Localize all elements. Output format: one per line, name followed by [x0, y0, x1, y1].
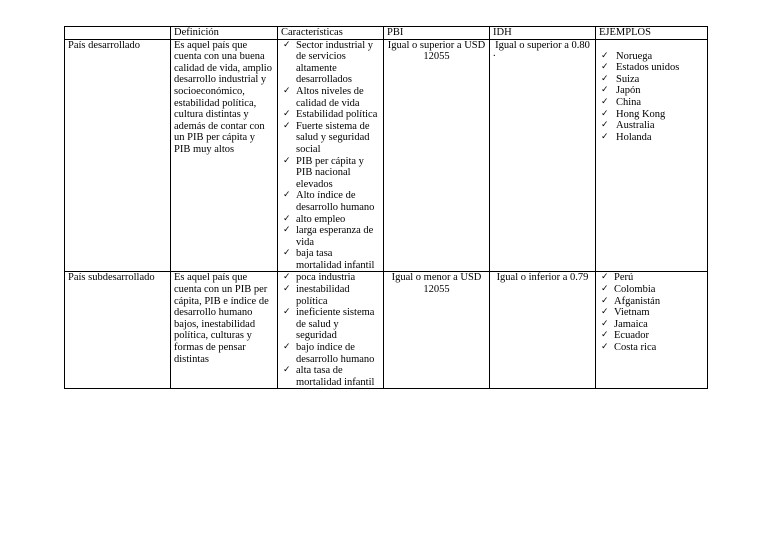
characteristic-item: ✓ Fuerte sistema de salud y seguridad social	[281, 121, 380, 156]
examples-list	[599, 51, 704, 144]
idh-value: Igual o superior a 0.80	[495, 39, 590, 51]
header-cell-idh: IDH	[490, 27, 596, 40]
header-cell-definicion: Definición	[171, 27, 278, 40]
characteristic-item: ✓ PIB per cápita y PIB nacional elevados	[281, 156, 380, 191]
characteristic-item: ✓ ineficiente sistema de salud y seguridad	[281, 307, 380, 342]
idh-cell: Igual o inferior a 0.79	[490, 272, 596, 389]
row-label: País desarrollado	[65, 39, 171, 272]
pbi-cell: Igual o superior a USD 12055	[384, 39, 490, 272]
characteristics-cell	[278, 272, 384, 389]
example-item: ✓ Jamaica	[599, 319, 704, 331]
example-item: ✓ Afganistán	[599, 296, 704, 308]
characteristic-item: ✓ Estabilidad política	[281, 109, 380, 121]
example-item: ✓ Australia	[599, 120, 704, 132]
pbi-cell: Igual o menor a USD 12055	[384, 272, 490, 389]
characteristic-item: ✓ larga esperanza de vida	[281, 225, 380, 248]
example-item: ✓ Holanda	[599, 132, 704, 144]
example-item: ✓ Costa rica	[599, 342, 704, 354]
row-label: País subdesarrollado	[65, 272, 171, 389]
header-row	[65, 27, 708, 40]
example-item: ✓ Ecuador	[599, 330, 704, 342]
example-item: ✓ China	[599, 97, 704, 109]
characteristic-item: ✓ Alto índice de desarrollo humano	[281, 190, 380, 213]
characteristic-item: ✓ alto empleo	[281, 214, 380, 226]
example-item: ✓ Colombia	[599, 284, 704, 296]
characteristic-item: ✓ bajo índice de desarrollo humano	[281, 342, 380, 365]
examples-cell	[596, 272, 708, 389]
header-cell-ejemplos: EJEMPLOS	[596, 27, 708, 40]
idh-cell	[490, 39, 596, 272]
example-item: ✓ Hong Kong	[599, 109, 704, 121]
characteristic-item: ✓ baja tasa mortalidad infantil	[281, 248, 380, 271]
definition-cell: Es aquel país que cuenta con un PIB per cápita, PIB e índice de desarrollo humano bajos, inestabilidad política, culturas y formas de pensar distintas	[171, 272, 278, 389]
characteristic-item: ✓ poca industria	[281, 272, 380, 284]
characteristics-list	[281, 40, 380, 272]
example-item: ✓ Noruega	[599, 51, 704, 63]
example-item: ✓ Japón	[599, 85, 704, 97]
characteristic-item: ✓ alta tasa de mortalidad infantil	[281, 365, 380, 388]
comparison-table	[64, 26, 708, 389]
examples-list	[599, 272, 704, 353]
characteristics-cell	[278, 39, 384, 272]
example-item: ✓ Suiza	[599, 74, 704, 86]
header-cell-caracteristicas: Características	[278, 27, 384, 40]
characteristic-item: ✓ Sector industrial y de servicios altamente desarrollados	[281, 40, 380, 86]
example-item: ✓ Perú	[599, 272, 704, 284]
example-item: ✓ Estados unidos	[599, 62, 704, 74]
idh-mark: .	[493, 48, 496, 60]
examples-cell	[596, 39, 708, 272]
characteristic-item: ✓ Altos niveles de calidad de vida	[281, 86, 380, 109]
definition-cell: Es aquel país que cuenta con una buena calidad de vida, amplio desarrollo industrial y socioeconómico, estabilidad política, cultura distintas y además de contar con un PIB per cápita y PIB muy altos	[171, 39, 278, 272]
header-cell-pbi: PBI	[384, 27, 490, 40]
example-item: ✓ Vietnam	[599, 307, 704, 319]
characteristic-item: ✓ inestabilidad política	[281, 284, 380, 307]
header-cell-blank	[65, 27, 171, 40]
table-row-desarrollado	[65, 39, 708, 272]
table-row-subdesarrollado	[65, 272, 708, 389]
characteristics-list	[281, 272, 380, 388]
